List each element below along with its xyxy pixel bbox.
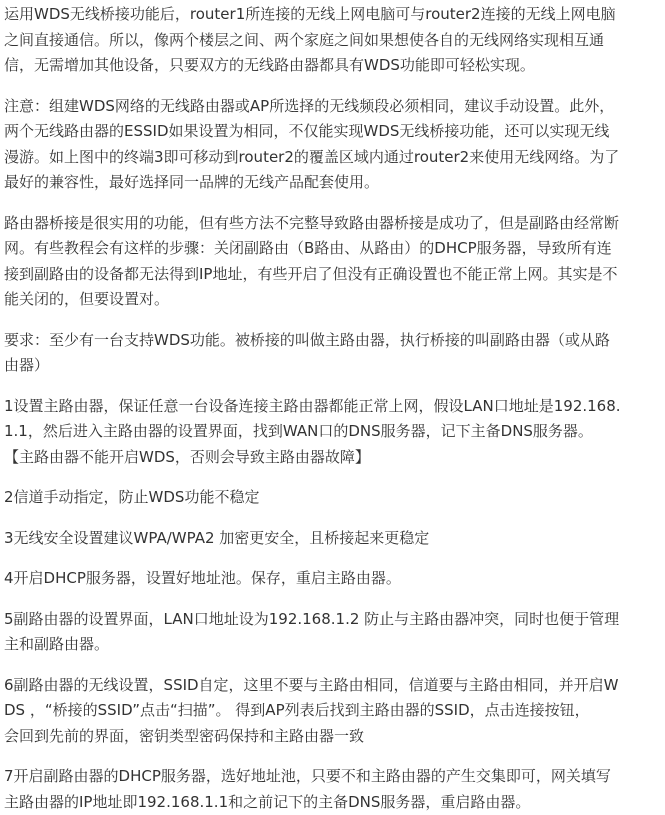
text-line: 主和副路由器。	[4, 632, 661, 658]
text-line: 【主路由器不能开启WDS，否则会导致主路由器故障】	[4, 445, 661, 471]
text-line: 1.1，然后进入主路由器的设置界面，找到WAN口的DNS服务器，记下主备DNS服务器。	[4, 419, 661, 445]
text-line: 信，无需增加其他设备，只要双方的无线路由器都具有WDS功能即可轻松实现。	[4, 53, 661, 79]
paragraph-step-3	[4, 526, 661, 552]
text-line: 接到副路由的设备都无法得到IP地址，有些开启了但没有正确设置也不能正常上网。其实是不	[4, 262, 661, 288]
paragraph-step-7	[4, 764, 661, 815]
paragraph-step-1	[4, 394, 661, 471]
paragraph-wds-intro	[4, 2, 661, 79]
text-line: 注意：组建WDS网络的无线路由器或AP所选择的无线频段必须相同，建议手动设置。此外，	[4, 94, 661, 120]
text-line: 1设置主路由器，保证任意一台设备连接主路由器都能正常上网，假设LAN口地址是192.168.	[4, 394, 661, 420]
text-line: 最好的兼容性，最好选择同一品牌的无线产品配套使用。	[4, 170, 661, 196]
article-body	[0, 2, 665, 815]
text-line: 两个无线路由器的ESSID如果设置为相同，不仅能实现WDS无线桥接功能，还可以实现无线	[4, 119, 661, 145]
text-line: 4开启DHCP服务器，设置好地址池。保存，重启主路由器。	[4, 566, 661, 592]
text-line: 3无线安全设置建议WPA/WPA2 加密更安全，且桥接起来更稳定	[4, 526, 661, 552]
text-line: 2信道手动指定，防止WDS功能不稳定	[4, 485, 661, 511]
paragraph-step-4	[4, 566, 661, 592]
paragraph-note	[4, 94, 661, 196]
text-line: 5副路由器的设置界面，LAN口地址设为192.168.1.2 防止与主路由器冲突，同时也便于管理	[4, 607, 661, 633]
paragraph-requirements	[4, 328, 661, 379]
text-line: 能关闭的，但要设置对。	[4, 287, 661, 313]
text-line: 之间直接通信。所以，像两个楼层之间、两个家庭之间如果想使各自的无线网络实现相互通	[4, 28, 661, 54]
text-line: 漫游。如上图中的终端3即可移动到router2的覆盖区域内通过router2来使用无线网络。为了	[4, 145, 661, 171]
paragraph-step-6	[4, 673, 661, 750]
paragraph-step-2	[4, 485, 661, 511]
text-line: 会回到先前的界面，密钥类型密码保持和主路由器一致	[4, 724, 661, 750]
text-line: 要求：至少有一台支持WDS功能。被桥接的叫做主路由器，执行桥接的叫副路由器（或从路	[4, 328, 661, 354]
text-line: 7开启副路由器的DHCP服务器，选好地址池，只要不和主路由器的产生交集即可，网关填写	[4, 764, 661, 790]
text-line: 主路由器的IP地址即192.168.1.1和之前记下的主备DNS服务器，重启路由器。	[4, 790, 661, 815]
text-line: 路由器桥接是很实用的功能，但有些方法不完整导致路由器桥接是成功了，但是副路由经常断	[4, 211, 661, 237]
text-line: DS ，“桥接的SSID”点击“扫描”。 得到AP列表后找到主路由器的SSID，点击连接按钮，	[4, 698, 661, 724]
paragraph-bridging-issue	[4, 211, 661, 313]
text-line: 由器）	[4, 353, 661, 379]
text-line: 6副路由器的无线设置，SSID自定，这里不要与主路由相同，信道要与主路由相同，并开启W	[4, 673, 661, 699]
text-line: 网。有些教程会有这样的步骤：关闭副路由（B路由、从路由）的DHCP服务器，导致所有连	[4, 236, 661, 262]
paragraph-step-5	[4, 607, 661, 658]
text-line: 运用WDS无线桥接功能后，router1所连接的无线上网电脑可与router2连接的无线上网电脑	[4, 2, 661, 28]
